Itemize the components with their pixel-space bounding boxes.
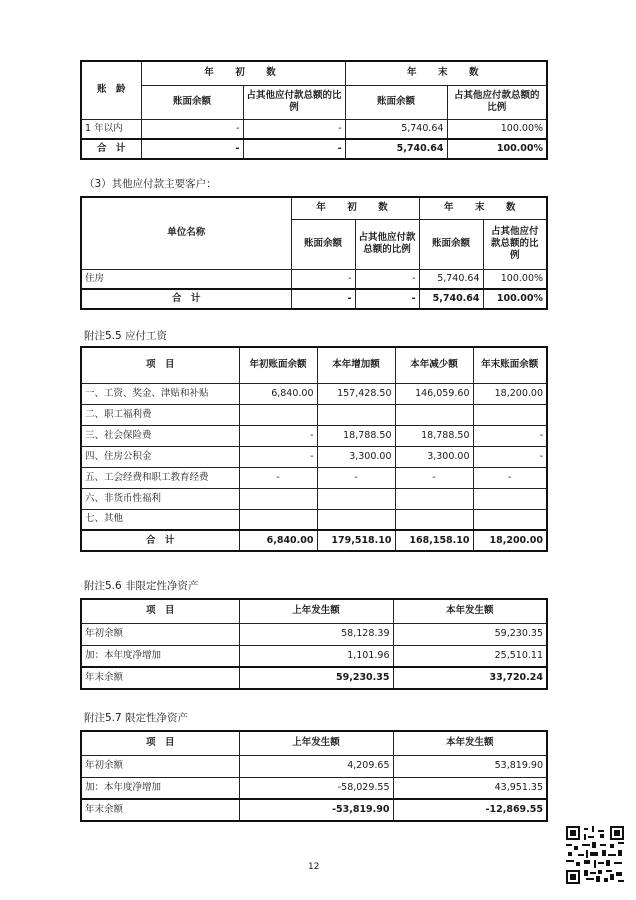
table-row <box>81 404 547 425</box>
cell-value: - <box>395 467 473 488</box>
header-end-balance: 年末账面余额 <box>473 347 547 383</box>
cell-value: 58,128.39 <box>239 623 393 645</box>
cell-value: -53,819.90 <box>239 799 393 821</box>
header-account-age: 账 龄 <box>81 61 141 119</box>
table-unrestricted-net-assets <box>80 598 548 690</box>
header-begin-balance: 年初账面余额 <box>239 347 317 383</box>
cell-value <box>395 509 473 530</box>
row-label: 合 计 <box>81 139 141 159</box>
cell-value: 25,510.11 <box>393 645 547 667</box>
row-label: 三、社会保险费 <box>81 425 239 446</box>
header-end: 年 末 数 <box>345 61 547 85</box>
cell-value: - <box>291 289 355 309</box>
header-book-balance: 账面余额 <box>291 219 355 269</box>
cell-value: 53,819.90 <box>393 755 547 777</box>
cell-value: 43,951.35 <box>393 777 547 799</box>
header-increase: 本年增加额 <box>317 347 395 383</box>
table-major-clients <box>80 196 548 310</box>
cell-value: - <box>239 446 317 467</box>
row-label: 合 计 <box>81 530 239 551</box>
cell-value: 5,740.64 <box>345 139 447 159</box>
header-ratio: 占其他应付款总额的比例 <box>243 85 345 119</box>
header-ratio: 占其他应付款总额的比例 <box>447 85 547 119</box>
header-book-balance: 账面余额 <box>345 85 447 119</box>
cell-value: 6,840.00 <box>239 530 317 551</box>
cell-value <box>473 509 547 530</box>
header-book-balance: 账面余额 <box>141 85 243 119</box>
page-number: 12 <box>308 862 320 872</box>
header-unit-name: 单位名称 <box>81 197 291 269</box>
cell-value: 3,300.00 <box>395 446 473 467</box>
cell-value: - <box>317 467 395 488</box>
table-restricted-net-assets <box>80 730 548 822</box>
header-decrease: 本年减少额 <box>395 347 473 383</box>
row-label: 一、工资、奖金、津贴和补贴 <box>81 383 239 404</box>
cell-value: 100.00% <box>483 269 547 289</box>
row-label: 六、非货币性福利 <box>81 488 239 509</box>
cell-value: 1,101.96 <box>239 645 393 667</box>
header-book-balance: 账面余额 <box>419 219 483 269</box>
table-row <box>81 488 547 509</box>
cell-value: - <box>243 139 345 159</box>
cell-value: - <box>291 269 355 289</box>
cell-value: 100.00% <box>447 119 547 139</box>
cell-value <box>317 509 395 530</box>
row-label: 七、其他 <box>81 509 239 530</box>
table-row <box>81 645 547 667</box>
header-end: 年 末 数 <box>419 197 547 219</box>
table-total-row <box>81 289 547 309</box>
table-total-row <box>81 139 547 159</box>
cell-value: - <box>473 467 547 488</box>
header-ratio: 占其他应付款总额的比例 <box>483 219 547 269</box>
cell-value: 59,230.35 <box>239 667 393 689</box>
cell-value: 5,740.64 <box>419 269 483 289</box>
row-label: 年末余额 <box>81 667 239 689</box>
row-label: 年末余额 <box>81 799 239 821</box>
header-prev-year: 上年发生额 <box>239 599 393 623</box>
cell-value <box>239 404 317 425</box>
table-row <box>81 509 547 530</box>
cell-value: - <box>473 446 547 467</box>
cell-value: - <box>239 467 317 488</box>
row-label: 年初余额 <box>81 755 239 777</box>
row-label: 加：本年度净增加 <box>81 645 239 667</box>
cell-value <box>239 509 317 530</box>
table-row <box>81 623 547 645</box>
header-ratio: 占其他应付款总额的比例 <box>355 219 419 269</box>
cell-value: 5,740.64 <box>419 289 483 309</box>
cell-value: - <box>473 425 547 446</box>
caption-restricted-net-assets: 附注5.7 限定性净资产 <box>84 712 189 724</box>
cell-value: 59,230.35 <box>393 623 547 645</box>
table-row <box>81 755 547 777</box>
cell-value: 4,209.65 <box>239 755 393 777</box>
table-row <box>81 383 547 404</box>
row-label: 年初余额 <box>81 623 239 645</box>
table-row <box>81 269 547 289</box>
header-prev-year: 上年发生额 <box>239 731 393 755</box>
table-account-age <box>80 60 548 160</box>
cell-value: 146,059.60 <box>395 383 473 404</box>
cell-value <box>395 404 473 425</box>
cell-value: 100.00% <box>447 139 547 159</box>
table-total-row <box>81 667 547 689</box>
cell-value: - <box>141 139 243 159</box>
cell-value <box>473 488 547 509</box>
table-row <box>81 119 547 139</box>
cell-value: 18,200.00 <box>473 530 547 551</box>
header-begin: 年 初 数 <box>291 197 419 219</box>
caption-wages-payable: 附注5.5 应付工资 <box>84 330 168 342</box>
cell-value: - <box>141 119 243 139</box>
header-item: 项 目 <box>81 599 239 623</box>
table-wages-payable <box>80 346 548 552</box>
table-row <box>81 425 547 446</box>
qr-code-icon <box>566 826 624 884</box>
table-row <box>81 446 547 467</box>
cell-value: -12,869.55 <box>393 799 547 821</box>
row-label: 合 计 <box>81 289 291 309</box>
cell-value: 100.00% <box>483 289 547 309</box>
cell-value: 3,300.00 <box>317 446 395 467</box>
cell-value <box>317 488 395 509</box>
cell-value: 168,158.10 <box>395 530 473 551</box>
cell-value: - <box>355 269 419 289</box>
cell-value <box>395 488 473 509</box>
cell-value: 5,740.64 <box>345 119 447 139</box>
table-row <box>81 777 547 799</box>
cell-value: - <box>355 289 419 309</box>
row-label: 1 年以内 <box>81 119 141 139</box>
cell-value: - <box>243 119 345 139</box>
table-total-row <box>81 530 547 551</box>
header-curr-year: 本年发生额 <box>393 731 547 755</box>
cell-value <box>473 404 547 425</box>
cell-value: 18,788.50 <box>395 425 473 446</box>
row-label: 住房 <box>81 269 291 289</box>
header-item: 项 目 <box>81 731 239 755</box>
header-curr-year: 本年发生额 <box>393 599 547 623</box>
cell-value: 179,518.10 <box>317 530 395 551</box>
table-row <box>81 467 547 488</box>
row-label: 五、工会经费和职工教育经费 <box>81 467 239 488</box>
cell-value: 18,788.50 <box>317 425 395 446</box>
row-label: 加：本年度净增加 <box>81 777 239 799</box>
caption-major-clients: （3）其他应付款主要客户： <box>84 178 217 190</box>
cell-value: 6,840.00 <box>239 383 317 404</box>
cell-value: 18,200.00 <box>473 383 547 404</box>
caption-unrestricted-net-assets: 附注5.6 非限定性净资产 <box>84 580 199 592</box>
cell-value: - <box>239 425 317 446</box>
cell-value: -58,029.55 <box>239 777 393 799</box>
cell-value: 33,720.24 <box>393 667 547 689</box>
header-item: 项 目 <box>81 347 239 383</box>
row-label: 二、职工福利费 <box>81 404 239 425</box>
cell-value <box>239 488 317 509</box>
cell-value <box>317 404 395 425</box>
cell-value: 157,428.50 <box>317 383 395 404</box>
row-label: 四、住房公积金 <box>81 446 239 467</box>
table-total-row <box>81 799 547 821</box>
header-begin: 年 初 数 <box>141 61 345 85</box>
